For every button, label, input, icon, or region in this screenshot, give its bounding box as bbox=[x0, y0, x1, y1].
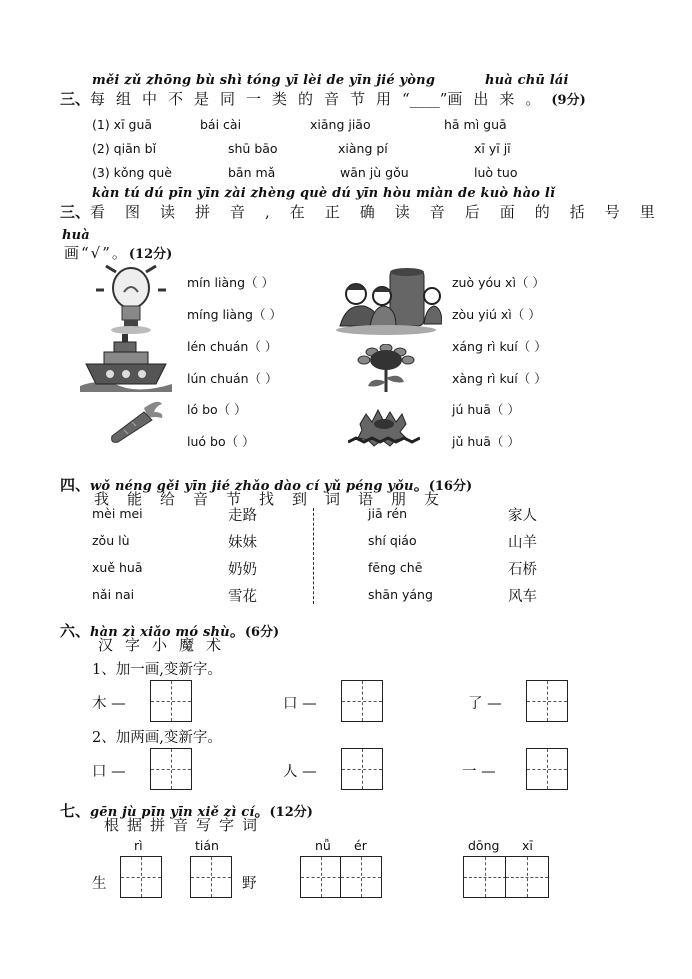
s3b-points: (12分) bbox=[128, 247, 173, 262]
s7-points: (12分) bbox=[269, 805, 313, 820]
s4-left-pinyin-2: zǒu lù bbox=[92, 533, 130, 548]
option-xang-ri-kui-2[interactable]: xàng rì kuí（ ） bbox=[452, 371, 547, 386]
s3b-pinyin-2: huà bbox=[62, 228, 90, 243]
s6-row2-label-3: 一 — bbox=[462, 764, 496, 780]
s4-left-word-1: 走路 bbox=[228, 508, 257, 524]
chrysanthemum-image bbox=[348, 404, 420, 450]
option-zuo-you-xi[interactable]: zuò yóu xì（ ） bbox=[452, 275, 545, 290]
answer-box[interactable] bbox=[340, 856, 382, 898]
s7-pinyin-ri: rì bbox=[134, 838, 143, 853]
option-ming-liang[interactable]: míng liàng（ ） bbox=[187, 307, 282, 322]
s7-pinyin-xi: xī bbox=[522, 838, 533, 853]
s6-sub-2: 2、加两画,变新字。 bbox=[92, 730, 222, 746]
s3a-row-1-a: (1) xī guā bbox=[92, 117, 153, 132]
s3a-instruction-2: 画出来。 bbox=[447, 90, 552, 108]
s3a-pinyin-2: huà chū lái bbox=[485, 73, 569, 88]
s3a-row-2-c: xiàng pí bbox=[338, 141, 388, 156]
s3b-heading-2 bbox=[64, 242, 172, 263]
section-number: 六、 bbox=[60, 622, 91, 640]
section-number: 三、 bbox=[60, 203, 91, 221]
carrot-image bbox=[110, 398, 164, 444]
s7-pinyin-nv: nǚ bbox=[315, 838, 331, 853]
s3a-row-1-b: bái cài bbox=[200, 117, 242, 132]
option-zou-yiu-xi[interactable]: zòu yiú xì（ ） bbox=[452, 307, 541, 322]
divider bbox=[313, 508, 314, 604]
children-playing-image bbox=[336, 266, 442, 336]
s6-points: (6分) bbox=[244, 625, 280, 640]
ship-image bbox=[80, 334, 172, 392]
s3a-row-3-a: (3) kǒng què bbox=[92, 165, 172, 180]
s3a-row-2-a: (2) qiān bǐ bbox=[92, 141, 157, 156]
answer-box[interactable] bbox=[526, 748, 568, 790]
s4-pinyin: wǒ néng gěi yīn jié zhǎo dào cí yǔ péng yǒu bbox=[90, 479, 414, 494]
s6-row2-label-2: 人 — bbox=[283, 764, 317, 780]
option-min-liang[interactable]: mín liàng（ ） bbox=[187, 275, 274, 290]
option-luo-bo[interactable]: luó bo（ ） bbox=[187, 434, 255, 449]
s3a-row-3-c: wān jù gǒu bbox=[340, 165, 409, 180]
answer-box[interactable] bbox=[150, 748, 192, 790]
s3a-quote: “____” bbox=[402, 90, 448, 108]
option-ju-hua-1[interactable]: jú huā（ ） bbox=[452, 402, 520, 417]
s7-period: 。 bbox=[254, 802, 270, 820]
s6-pinyin: hàn zì xiǎo mó shù bbox=[90, 625, 230, 640]
s4-right-word-1: 家人 bbox=[508, 508, 537, 524]
s4-right-pinyin-4: shān yáng bbox=[368, 587, 433, 602]
s4-right-word-2: 山羊 bbox=[508, 535, 537, 551]
s3a-points: (9分) bbox=[551, 93, 586, 108]
s6-row1-label-3: 了 — bbox=[468, 696, 502, 712]
s4-points: (16分) bbox=[428, 479, 473, 494]
s3a-pinyin: měi zǔ zhōng bù shì tóng yī lèi de yīn jié yòng bbox=[92, 73, 436, 88]
s4-right-word-3: 石桥 bbox=[508, 562, 537, 578]
s7-pinyin-dong: dōng bbox=[468, 838, 500, 853]
answer-box[interactable] bbox=[341, 680, 383, 722]
s4-right-pinyin-1: jiā rén bbox=[368, 506, 408, 521]
s3a-row-3-b: bān mǎ bbox=[228, 165, 276, 180]
s6-period: 。 bbox=[229, 622, 245, 640]
answer-box[interactable] bbox=[341, 748, 383, 790]
section-number: 七、 bbox=[60, 802, 91, 820]
s6-row2-label-1: 口 — bbox=[92, 764, 126, 780]
option-ju-hua-2[interactable]: jǔ huā（ ） bbox=[452, 434, 520, 449]
s3b-heading bbox=[60, 201, 675, 222]
s3b-pinyin: kàn tú dú pīn yīn zài zhèng què dú yīn hòu miàn de kuò hào lǐ bbox=[92, 186, 556, 201]
s7-char-sheng: 生 bbox=[92, 876, 107, 892]
s4-right-pinyin-2: shí qiáo bbox=[368, 533, 417, 548]
s4-left-word-4: 雪花 bbox=[228, 589, 257, 605]
s7-pinyin-tian: tián bbox=[195, 838, 219, 853]
sunflower-image bbox=[356, 344, 418, 394]
option-xang-ri-kui-1[interactable]: xáng rì kuí（ ） bbox=[452, 339, 547, 354]
answer-box[interactable] bbox=[120, 856, 162, 898]
section-number: 三、 bbox=[60, 90, 91, 108]
answer-box[interactable] bbox=[505, 856, 549, 898]
s4-left-word-2: 妹妹 bbox=[228, 535, 257, 551]
s7-char-ye: 野 bbox=[242, 876, 257, 892]
s4-right-word-4: 风车 bbox=[508, 589, 537, 605]
s3a-row-1-d: hā mì guā bbox=[444, 117, 507, 132]
answer-box[interactable] bbox=[300, 856, 342, 898]
s4-right-pinyin-3: fēng chē bbox=[368, 560, 423, 575]
section-number: 四、 bbox=[60, 476, 91, 494]
s6-row1-label-1: 木 — bbox=[92, 696, 126, 712]
s7-instruction: 根据拼音写字词 bbox=[104, 816, 266, 834]
option-lo-bo[interactable]: ló bo（ ） bbox=[187, 402, 247, 417]
option-len-chuan[interactable]: lén chuán（ ） bbox=[187, 339, 278, 354]
s3a-row-1-c: xiāng jiāo bbox=[310, 117, 371, 132]
answer-box[interactable] bbox=[150, 680, 192, 722]
s3b-instruction-2: 画“√”。 bbox=[64, 244, 129, 262]
s3a-heading bbox=[60, 88, 586, 109]
s6-sub-1: 1、加一画,变新字。 bbox=[92, 662, 222, 678]
light-bulb-image bbox=[96, 262, 166, 334]
option-lun-chuan[interactable]: lún chuán（ ） bbox=[187, 371, 278, 386]
s4-period: 。 bbox=[413, 476, 429, 494]
s4-left-word-3: 奶奶 bbox=[228, 562, 257, 578]
s4-left-pinyin-1: mèi mei bbox=[92, 506, 143, 521]
s3b-instruction: 看图读拼音,在正确读音后面的括号里 bbox=[90, 203, 675, 221]
s3a-row-3-d: luò tuo bbox=[474, 165, 518, 180]
s3a-row-2-b: shū bāo bbox=[228, 141, 278, 156]
answer-box[interactable] bbox=[190, 856, 232, 898]
s6-instruction: 汉字小魔术 bbox=[98, 636, 234, 654]
s4-instruction: 我能给音节找到词语朋友 bbox=[94, 490, 458, 508]
s7-pinyin-er: ér bbox=[354, 838, 367, 853]
s7-pinyin: gēn jù pīn yīn xiě zì cí bbox=[90, 805, 255, 820]
s6-row1-label-2: 口 — bbox=[283, 696, 317, 712]
s3a-row-2-d: xī yī jī bbox=[474, 141, 511, 156]
answer-box[interactable] bbox=[463, 856, 507, 898]
s4-left-pinyin-4: nǎi nai bbox=[92, 587, 135, 602]
s3a-instruction: 每组中不是同一类的音节用 bbox=[90, 90, 403, 108]
s4-left-pinyin-3: xuě huā bbox=[92, 560, 143, 575]
answer-box[interactable] bbox=[526, 680, 568, 722]
